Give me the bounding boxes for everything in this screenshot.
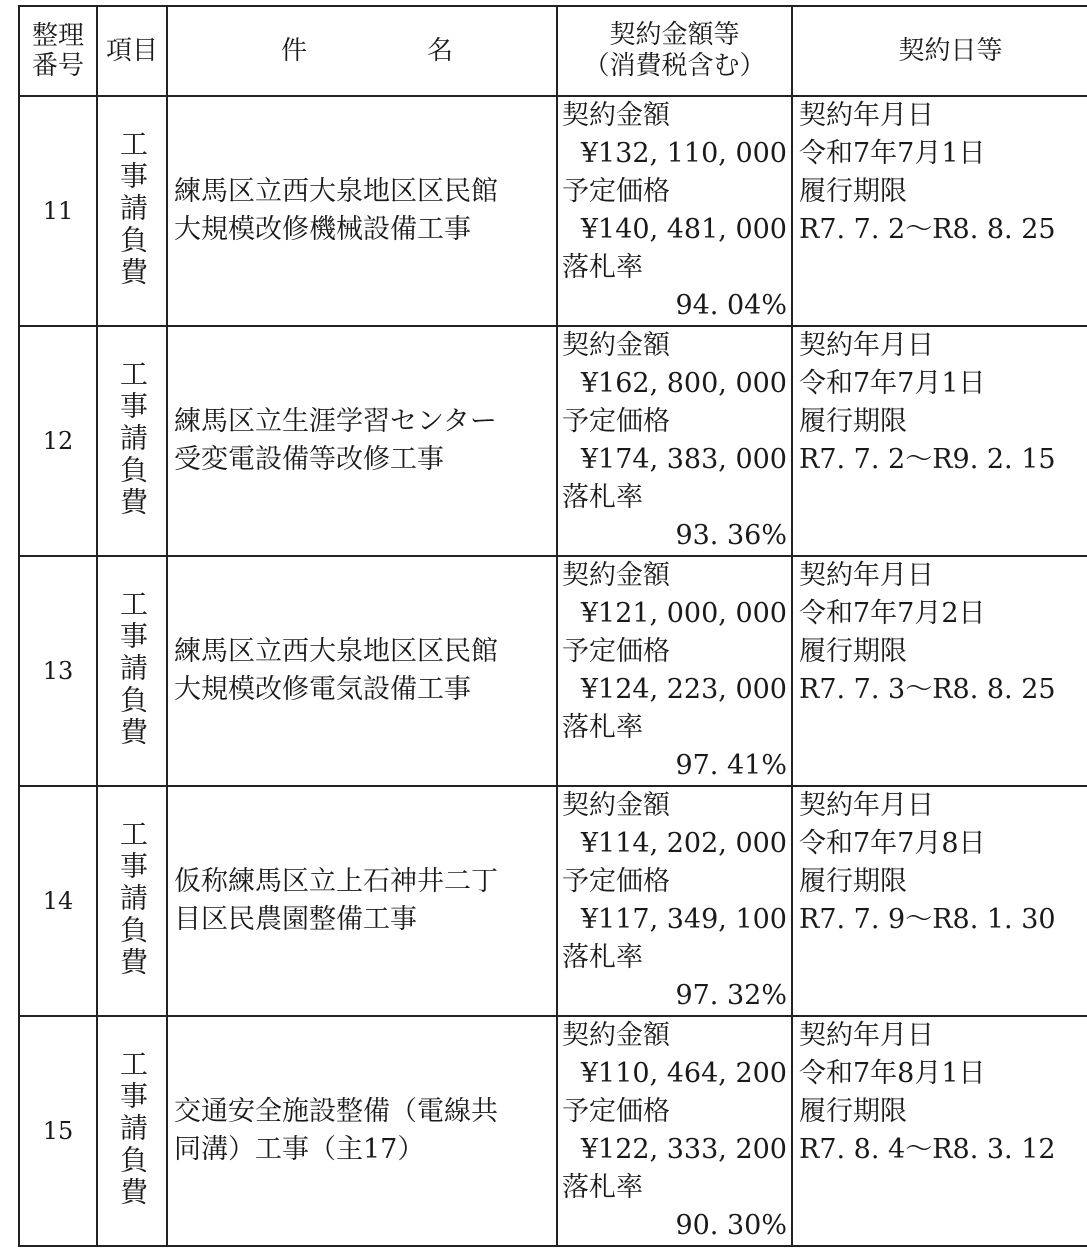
row-number: 14 bbox=[19, 786, 97, 1016]
table-row bbox=[19, 326, 1087, 556]
planned-price-value: ¥124, 223, 000 bbox=[580, 674, 787, 705]
deadline-value: R7. 7. 2〜R9. 2. 15 bbox=[799, 444, 1056, 475]
bid-rate-label: 落札率 bbox=[562, 1172, 643, 1203]
table-row bbox=[19, 1016, 1087, 1246]
row-item bbox=[97, 556, 167, 786]
contract-date-label: 契約年月日 bbox=[799, 100, 934, 131]
header-name bbox=[167, 6, 557, 96]
contract-amount-label: 契約金額 bbox=[562, 790, 670, 821]
planned-price-label: 予定価格 bbox=[562, 176, 670, 207]
row-amount bbox=[557, 786, 792, 1016]
header-name-left: 件 bbox=[280, 35, 307, 66]
contract-amount-label: 契約金額 bbox=[562, 330, 670, 361]
deadline-value: R7. 7. 9〜R8. 1. 30 bbox=[799, 904, 1056, 935]
contract-date-label: 契約年月日 bbox=[799, 790, 934, 821]
planned-price-value: ¥122, 333, 200 bbox=[580, 1134, 787, 1165]
row-date bbox=[792, 556, 1087, 786]
row-name-line2: 同溝）工事（主17） bbox=[174, 1134, 425, 1165]
header-amount bbox=[557, 6, 792, 96]
row-date bbox=[792, 326, 1087, 556]
row-name bbox=[167, 326, 557, 556]
row-name-line1: 仮称練馬区立上石神井二丁 bbox=[174, 866, 498, 897]
contract-date-value: 令和7年7月2日 bbox=[799, 598, 986, 629]
row-name-line2: 大規模改修電気設備工事 bbox=[174, 674, 471, 705]
bid-rate-label: 落札率 bbox=[562, 482, 643, 513]
bid-rate-label: 落札率 bbox=[562, 942, 643, 973]
planned-price-label: 予定価格 bbox=[562, 406, 670, 437]
bid-rate-value: 97. 41% bbox=[675, 750, 787, 781]
row-amount bbox=[557, 556, 792, 786]
bid-rate-value: 93. 36% bbox=[675, 520, 787, 551]
bid-rate-value: 90. 30% bbox=[675, 1210, 787, 1241]
row-name bbox=[167, 556, 557, 786]
row-item bbox=[97, 786, 167, 1016]
table-header bbox=[19, 6, 1087, 96]
header-number-line2: 番号 bbox=[31, 51, 84, 81]
contract-date-label: 契約年月日 bbox=[799, 1020, 934, 1051]
table-row bbox=[19, 96, 1087, 326]
contract-amount-label: 契約金額 bbox=[562, 560, 670, 591]
row-number: 15 bbox=[19, 1016, 97, 1246]
header-name-right: 名 bbox=[427, 35, 454, 66]
row-item bbox=[97, 326, 167, 556]
row-name-line1: 交通安全施設整備（電線共 bbox=[174, 1096, 498, 1127]
header-amount-line2: （消費税含む） bbox=[583, 51, 766, 81]
planned-price-label: 予定価格 bbox=[562, 1096, 670, 1127]
row-name bbox=[167, 96, 557, 326]
row-number: 12 bbox=[19, 326, 97, 556]
row-name-line1: 練馬区立西大泉地区区民館 bbox=[174, 636, 498, 667]
row-item-text: 工事請負費 bbox=[116, 129, 149, 289]
deadline-value: R7. 7. 3〜R8. 8. 25 bbox=[799, 674, 1056, 705]
row-amount bbox=[557, 96, 792, 326]
contract-amount-value: ¥114, 202, 000 bbox=[580, 828, 787, 859]
row-name-line1: 練馬区立西大泉地区区民館 bbox=[174, 176, 498, 207]
header-number-line1: 整理 bbox=[31, 21, 84, 51]
row-name bbox=[167, 1016, 557, 1246]
contract-date-value: 令和7年7月1日 bbox=[799, 138, 986, 169]
contract-date-value: 令和7年7月1日 bbox=[799, 368, 986, 399]
row-number: 11 bbox=[19, 96, 97, 326]
planned-price-value: ¥174, 383, 000 bbox=[580, 444, 787, 475]
row-name bbox=[167, 786, 557, 1016]
planned-price-value: ¥117, 349, 100 bbox=[580, 904, 787, 935]
row-name-line2: 受変電設備等改修工事 bbox=[174, 444, 444, 475]
row-item-text: 工事請負費 bbox=[116, 819, 149, 979]
row-item-text: 工事請負費 bbox=[116, 589, 149, 749]
header-item: 項目 bbox=[97, 6, 167, 96]
contract-amount-value: ¥110, 464, 200 bbox=[580, 1058, 787, 1089]
contract-date-label: 契約年月日 bbox=[799, 560, 934, 591]
deadline-value: R7. 8. 4〜R8. 3. 12 bbox=[799, 1134, 1056, 1165]
deadline-label: 履行期限 bbox=[799, 636, 907, 667]
row-date bbox=[792, 786, 1087, 1016]
row-name-line2: 目区民農園整備工事 bbox=[174, 904, 417, 935]
table-row bbox=[19, 556, 1087, 786]
header-amount-line1: 契約金額等 bbox=[609, 20, 740, 50]
contract-amount-value: ¥162, 800, 000 bbox=[580, 368, 787, 399]
deadline-value: R7. 7. 2〜R8. 8. 25 bbox=[799, 214, 1056, 245]
deadline-label: 履行期限 bbox=[799, 176, 907, 207]
contract-amount-value: ¥121, 000, 000 bbox=[580, 598, 787, 629]
bid-rate-value: 97. 32% bbox=[675, 980, 787, 1011]
bid-rate-label: 落札率 bbox=[562, 712, 643, 743]
row-number: 13 bbox=[19, 556, 97, 786]
bid-rate-label: 落札率 bbox=[562, 252, 643, 283]
row-date bbox=[792, 1016, 1087, 1246]
planned-price-value: ¥140, 481, 000 bbox=[580, 214, 787, 245]
deadline-label: 履行期限 bbox=[799, 1096, 907, 1127]
row-name-line1: 練馬区立生涯学習センター bbox=[174, 406, 497, 437]
table-row bbox=[19, 786, 1087, 1016]
contract-amount-value: ¥132, 110, 000 bbox=[580, 138, 787, 169]
bid-rate-value: 94. 04% bbox=[675, 290, 787, 321]
row-date bbox=[792, 96, 1087, 326]
row-item-text: 工事請負費 bbox=[116, 1049, 149, 1209]
row-name-line2: 大規模改修機械設備工事 bbox=[174, 214, 471, 245]
contract-amount-label: 契約金額 bbox=[562, 1020, 670, 1051]
header-number bbox=[19, 6, 97, 96]
row-item-text: 工事請負費 bbox=[116, 359, 149, 519]
planned-price-label: 予定価格 bbox=[562, 866, 670, 897]
row-item bbox=[97, 1016, 167, 1246]
contract-date-value: 令和7年8月1日 bbox=[799, 1058, 986, 1089]
row-amount bbox=[557, 1016, 792, 1246]
deadline-label: 履行期限 bbox=[799, 866, 907, 897]
row-amount bbox=[557, 326, 792, 556]
planned-price-label: 予定価格 bbox=[562, 636, 670, 667]
deadline-label: 履行期限 bbox=[799, 406, 907, 437]
row-item bbox=[97, 96, 167, 326]
contract-table bbox=[18, 5, 1087, 1247]
contract-amount-label: 契約金額 bbox=[562, 100, 670, 131]
header-date: 契約日等 bbox=[792, 6, 1087, 96]
contract-date-value: 令和7年7月8日 bbox=[799, 828, 986, 859]
contract-date-label: 契約年月日 bbox=[799, 330, 934, 361]
